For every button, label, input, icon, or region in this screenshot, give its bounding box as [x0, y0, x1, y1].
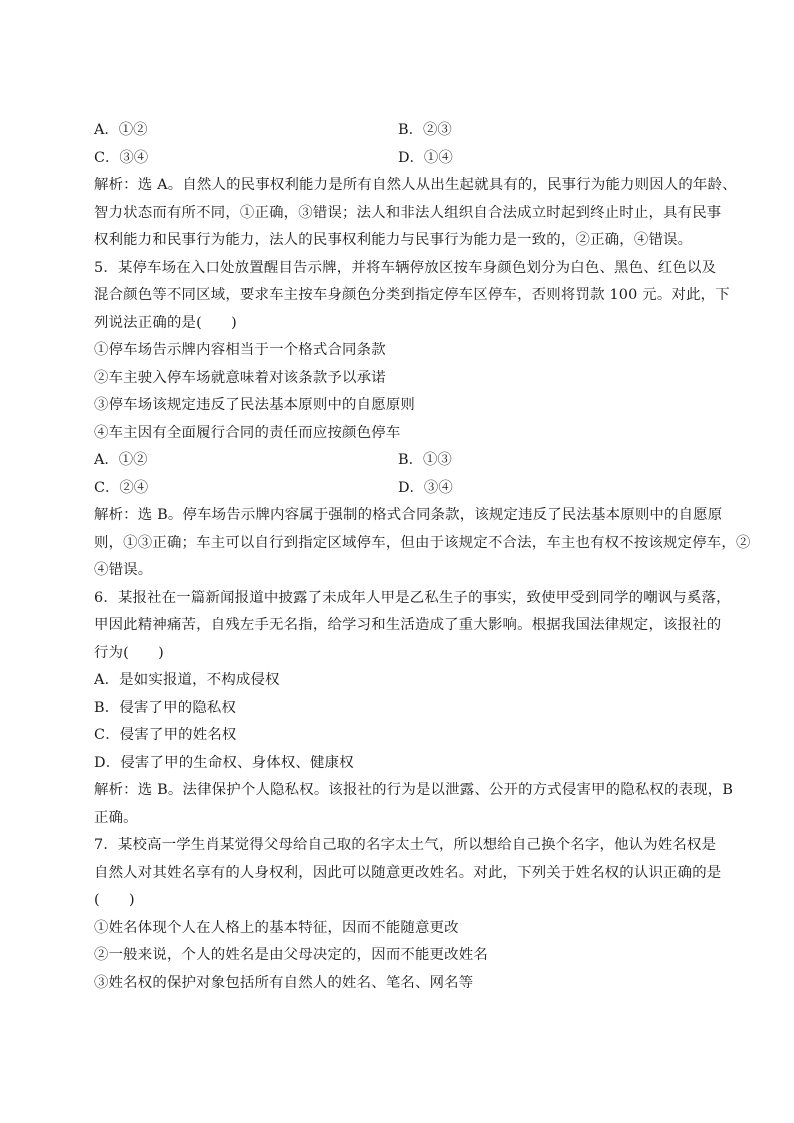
- q6-option-b: B．侵害了甲的隐私权: [94, 699, 237, 716]
- q5-option-b: B．①③: [398, 452, 452, 468]
- q6-option-c: C．侵害了甲的姓名权: [94, 727, 237, 743]
- q4-options-row-1: [94, 117, 704, 145]
- q6-analysis-line: 正确。: [94, 809, 138, 826]
- q4-analysis-line: 权利能力和民事行为能力，法人的民事权利能力与民事行为能力是一致的，②正确，④错误。: [94, 232, 693, 248]
- q5-option-d: D．③④: [398, 479, 453, 496]
- q5-stem-line: 列说法正确的是( ): [94, 314, 237, 331]
- q7-statement: ③姓名权的保护对象包括所有自然人的姓名、笔名、网名等: [94, 974, 474, 991]
- q5-options-row-2: [94, 475, 704, 503]
- q4-analysis-line: 智力状态而有所不同，①正确，③错误；法人和非法人组织自合法成立时起到终止时止，具有民事: [94, 204, 722, 221]
- q7-stem-line: 自然人对其姓名享有的人身权利，因此可以随意更改姓名。对此，下列关于姓名权的认识正确的是: [94, 864, 722, 881]
- q4-options-row-2: [94, 145, 704, 173]
- q5-option-a: A．①②: [94, 452, 148, 468]
- q6-option-a: A．是如实报道，不构成侵权: [94, 672, 280, 688]
- q5-options-row-1: [94, 447, 704, 475]
- q5-analysis-line: 则，①③正确；车主可以自行到指定区域停车，但由于该规定不合法，车主也有权不按该规定停车，②: [94, 534, 751, 551]
- q5-stem-line: 混合颜色等不同区域，要求车主按车身颜色分类到指定停车区停车，否则将罚款 100 元。对此，下: [94, 287, 730, 303]
- q6-option-d: D．侵害了甲的生命权、身体权、健康权: [94, 754, 354, 771]
- q5-stem-line: 5．某停车场在入口处放置醒目告示牌，并将车辆停放区按车身颜色划分为白色、黑色、红色以及: [94, 259, 717, 276]
- q4-option-b: B．②③: [398, 122, 452, 138]
- q5-statement: ①停车场告示牌内容相当于一个格式合同条款: [94, 342, 386, 358]
- q7-statement: ②一般来说，个人的姓名是由父母决定的，因而不能更改姓名: [94, 947, 488, 963]
- q7-stem-line: 7．某校高一学生肖某觉得父母给自己取的名字太土气，所以想给自己换个名字，他认为姓名权是: [94, 837, 717, 853]
- q4-option-a: A．①②: [94, 122, 148, 138]
- q6-stem-line: 甲因此精神痛苦，自残左手无名指，给学习和生活造成了重大影响。根据我国法律规定，该报社的: [94, 617, 722, 633]
- q5-analysis-line: ④错误。: [94, 562, 153, 578]
- q4-option-c: C．③④: [94, 149, 149, 166]
- q4-analysis-line: 解析：选 A。自然人的民事权利能力是所有自然人从出生起就具有的，民事行为能力则因人的年龄、: [94, 177, 737, 193]
- q5-statement: ③停车场该规定违反了民法基本原则中的自愿原则: [94, 397, 415, 413]
- q4-option-d: D．①④: [398, 149, 453, 166]
- q7-statement: ①姓名体现个人在人格上的基本特征，因而不能随意更改: [94, 919, 459, 936]
- q5-statement: ④车主因有全面履行合同的责任而应按颜色停车: [94, 424, 401, 441]
- q6-analysis-line: 解析：选 B。法律保护个人隐私权。该报社的行为是以泄露、公开的方式侵害甲的隐私权的表现，B: [94, 782, 734, 798]
- q6-stem-line: 6．某报社在一篇新闻报道中披露了未成年人甲是乙私生子的事实，致使甲受到同学的嘲讽与奚落，: [94, 589, 731, 606]
- q5-statement: ②车主驶入停车场就意味着对该条款予以承诺: [94, 369, 386, 386]
- document-body: [94, 117, 751, 997]
- q7-stem-line: ( ): [94, 892, 135, 908]
- q5-analysis-line: 解析：选 B。停车场告示牌内容属于强制的格式合同条款，该规定违反了民法基本原则中的自愿原: [94, 507, 723, 523]
- q5-option-c: C．②④: [94, 479, 149, 496]
- q6-stem-line: 行为( ): [94, 644, 164, 661]
